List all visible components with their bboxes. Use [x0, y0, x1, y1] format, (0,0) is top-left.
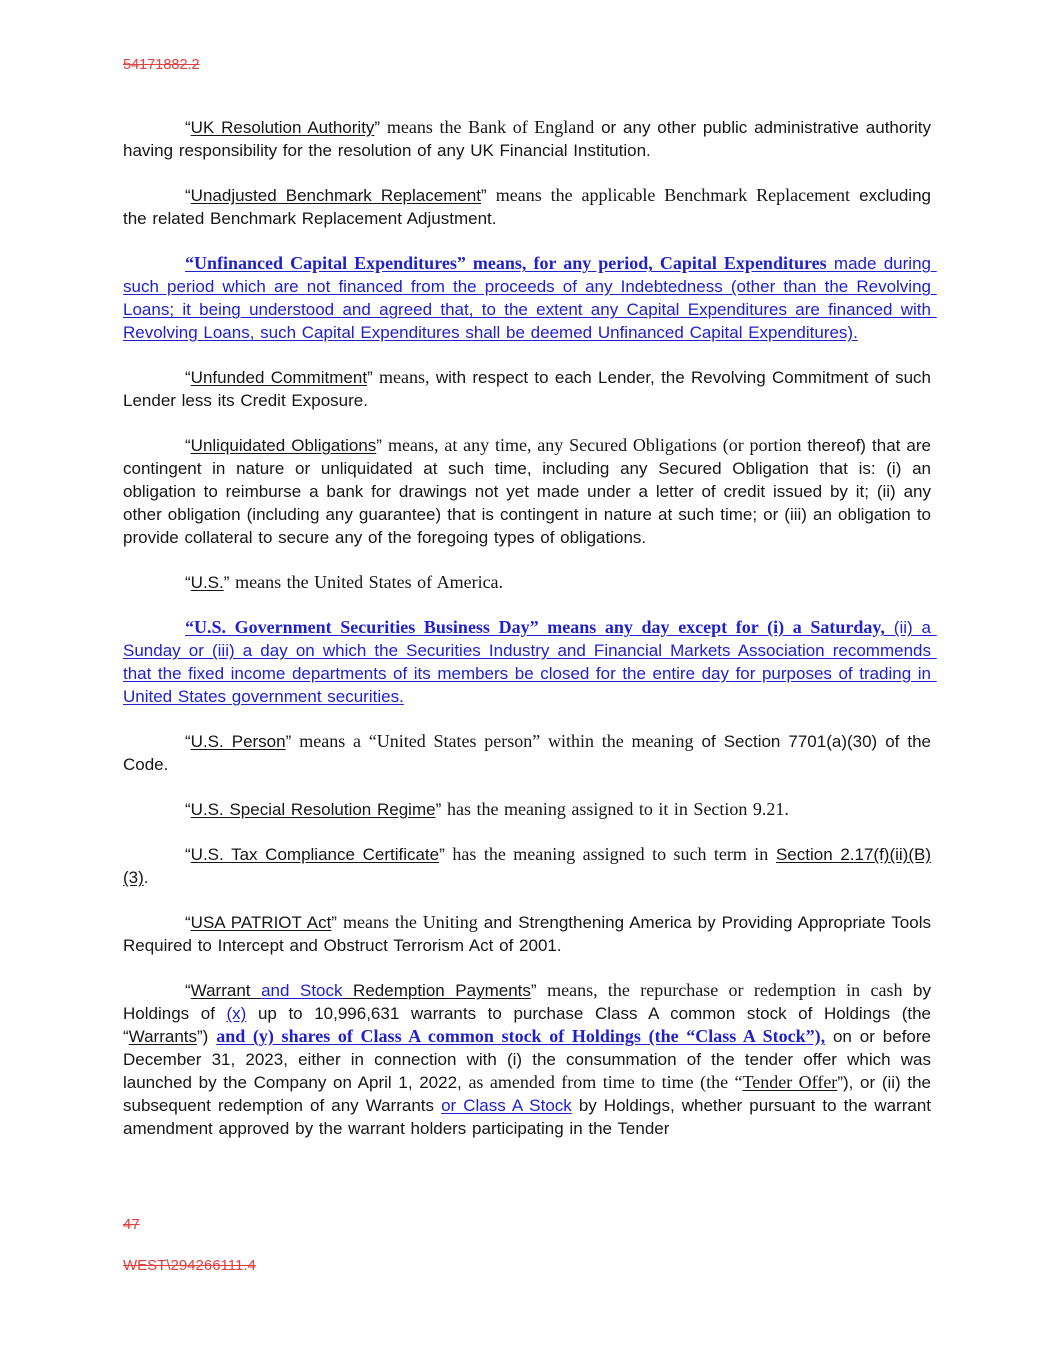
text-run: (ii) a Sunday or (iii) a day on which the Securities Industry and Financial Markets Association recommends that the fixed income departments of its members be closed for the entire day for purposes of trading in United States government securities.	[123, 618, 937, 706]
text-run: .	[143, 868, 149, 887]
text-run	[768, 845, 776, 864]
header-doc-code: 54171882.2	[123, 57, 200, 73]
paragraph-unfinanced-capital-expenditures	[123, 252, 937, 344]
text-run: U.S.	[190, 573, 224, 592]
definitions-body	[123, 116, 937, 1140]
text-run: “	[185, 800, 191, 819]
text-run: has the meaning assigned to such term in	[452, 844, 769, 864]
paragraph-us-tax-compliance-certificate	[123, 843, 931, 889]
text-run: U.S. Person	[190, 732, 286, 751]
text-run: Tender Offer	[742, 1072, 838, 1092]
text-run: “	[185, 436, 191, 455]
text-run: ”	[435, 800, 447, 819]
text-run: ”	[481, 186, 496, 205]
text-run: UK Resolution Authority	[190, 118, 375, 137]
text-run: “	[185, 913, 191, 932]
paragraph-us	[123, 571, 931, 594]
text-run: or Class A Stock	[441, 1096, 572, 1115]
paragraph-unadjusted-benchmark-replacement	[123, 184, 937, 230]
text-run: Unadjusted Benchmark Replacement	[190, 186, 481, 205]
text-run: of Section 7701(a)(30) of the Code.	[123, 732, 937, 774]
text-run: by Holdings of	[123, 981, 937, 1023]
text-run: and (y) shares of Class A common stock of Holdings (the “Class A Stock”),	[216, 1026, 826, 1046]
text-run: ”	[367, 368, 380, 387]
text-run: ”	[376, 436, 389, 455]
text-run: “	[185, 845, 191, 864]
text-run: Section 2.17(f)(ii)(B)(3)	[123, 845, 931, 887]
text-run: and Strengthening America by Providing Appropriate Tools Required to Intercept and Obstruct Terrorism Act of 2001.	[123, 913, 937, 955]
text-run: Warrants	[128, 1027, 197, 1046]
text-run: U.S. Special Resolution Regime	[190, 800, 436, 819]
text-run: and Stock	[261, 981, 343, 1000]
text-run: ”	[530, 981, 548, 1000]
page-number: 47	[123, 1216, 140, 1233]
text-run: “	[185, 573, 191, 592]
text-run: made during such period which are not financed from the proceeds of any Indebtedness (other than the Revolving Loans; it being understood and agreed that, to the extent any Capital Expenditures are financed with Revolving Loans, such Capital Expenditures shall be deemed Unfinanced Capital Expenditures).	[123, 254, 937, 342]
text-run: on or before December 31, 2023, either in connection with (i) the consummation of the tender offer which was launched by the Company on April 1, 2022,	[123, 1027, 937, 1092]
text-run: “U.S. Government Securities Business Day” means any day except for (i) a Saturday,	[185, 617, 885, 637]
text-run: “Unfinanced Capital Expenditures” means, for any period, Capital Expenditures	[185, 253, 827, 273]
text-run: “	[185, 732, 191, 751]
text-run: “	[185, 981, 191, 1000]
paragraph-uk-resolution-authority	[123, 116, 937, 162]
text-run: USA PATRIOT Act	[190, 913, 332, 932]
text-run: excluding the related Benchmark Replacement Adjustment.	[123, 186, 937, 228]
text-run: means, at any time, any Secured Obligations (or portion	[388, 435, 808, 455]
text-run: thereof) that are contingent in nature or unliquidated at such time, including any Secured Obligation that is: (i) an obligation to reimburse a bank for drawings not yet made under a letter of credit issued by it; (ii) any other obligation (including any guarantee) that is contingent in nature at such time; or (iii) an obligation to provide collateral to secure any of the foregoing types of obligations.	[123, 436, 937, 547]
text-run: ”)	[197, 1027, 217, 1046]
text-run: means the United States of America.	[235, 572, 504, 592]
text-run: Warrant	[190, 981, 262, 1000]
paragraph-us-government-securities-business-day	[123, 616, 937, 708]
text-run: has the meaning assigned to it in Section 9.21.	[446, 799, 789, 819]
text-run: or any other public administrative authority having responsibility for the resolution of any UK Financial Institution.	[123, 118, 937, 160]
text-run: means a “United States person” within the meaning	[299, 731, 694, 751]
paragraph-us-person	[123, 730, 937, 776]
text-run: ”	[223, 573, 236, 592]
paragraph-warrant-and-stock-redemption-payments	[123, 979, 937, 1140]
text-run: Unfunded Commitment	[190, 368, 368, 387]
text-run: means, the repurchase or redemption in cash	[547, 980, 903, 1000]
text-run: ”), or (ii) the subsequent redemption of any Warrants	[123, 1073, 937, 1115]
page-footer	[123, 1216, 256, 1274]
text-run: with respect to each Lender, the Revolving Commitment of such Lender less its Credit Exposure.	[123, 368, 937, 410]
text-run: ”	[374, 118, 387, 137]
text-run: means the Bank of England	[386, 117, 595, 137]
footer-doc-code: WEST\294266111.4	[123, 1257, 256, 1274]
text-run: means the applicable Benchmark Replacement	[495, 185, 851, 205]
text-run: Unliquidated Obligations	[190, 436, 377, 455]
text-run: “	[185, 186, 191, 205]
text-run: up to 10,996,631 warrants to purchase Class A common stock of Holdings (the “	[123, 1004, 937, 1046]
text-run: ”	[331, 913, 344, 932]
text-run: ”	[439, 845, 453, 864]
text-run: “	[185, 118, 191, 137]
text-run: means the Uniting	[343, 912, 478, 932]
paragraph-us-special-resolution-regime	[123, 798, 931, 821]
text-run: (x)	[226, 1004, 247, 1023]
text-run: Redemption Payments	[342, 981, 531, 1000]
text-run: means,	[379, 367, 430, 387]
paragraph-unliquidated-obligations	[123, 434, 937, 549]
paragraph-unfunded-commitment	[123, 366, 937, 412]
paragraph-usa-patriot-act	[123, 911, 937, 957]
text-run: U.S. Tax Compliance Certificate	[190, 845, 440, 864]
text-run: as amended from time to time (the “	[468, 1072, 743, 1092]
text-run: “	[185, 368, 191, 387]
text-run: ”	[285, 732, 300, 751]
text-run: by Holdings, whether pursuant to the warrant amendment approved by the warrant holders participating in the Tender	[123, 1096, 937, 1138]
